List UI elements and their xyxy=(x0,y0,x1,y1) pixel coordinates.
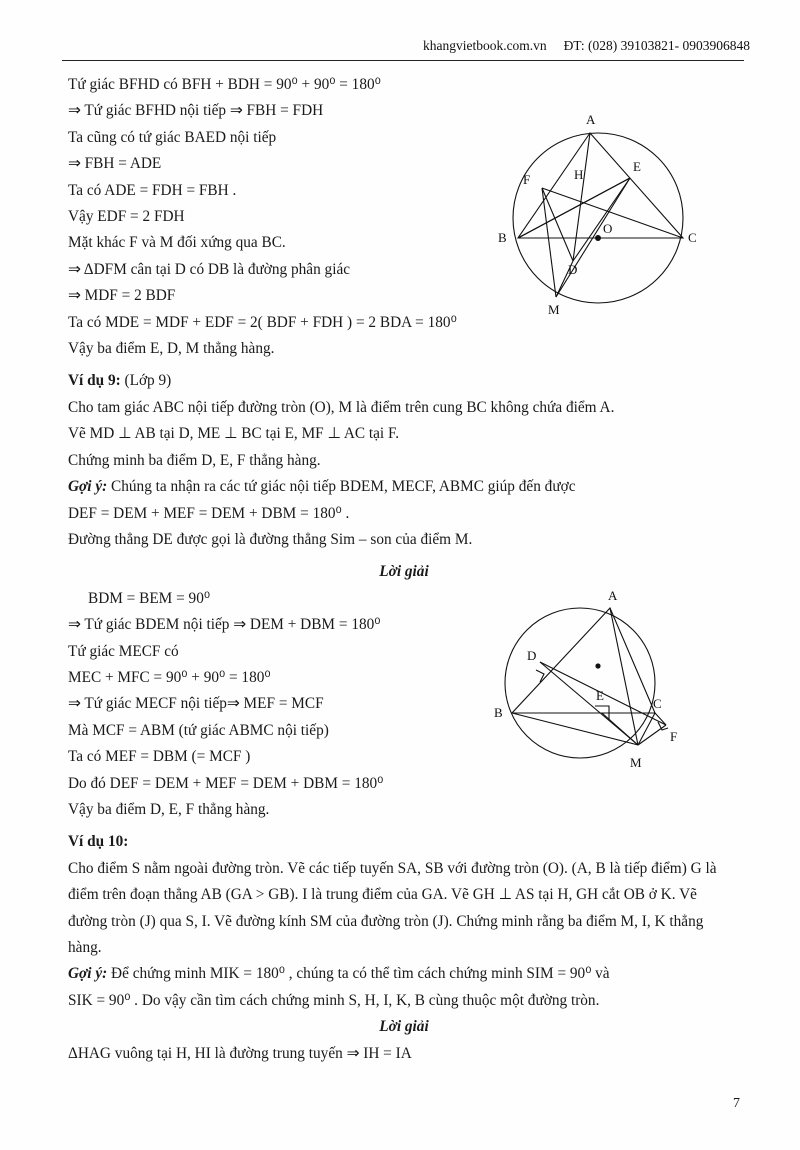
solution-label: Lời giải xyxy=(379,563,429,581)
hint-text: Chúng ta nhận ra các tứ giác nội tiếp BDEM, MECF, ABMC giúp đến được xyxy=(111,478,576,496)
example9-statement: Cho tam giác ABC nội tiếp đường tròn (O), M là điểm trên cung BC không chứa điểm A. xyxy=(68,398,615,416)
fig2-label-B: B xyxy=(494,705,503,720)
solution-label: Lời giải xyxy=(379,1018,429,1036)
fig1-label-D: D xyxy=(568,262,578,277)
solution-line: Vậy ba điểm D, E, F thẳng hàng. xyxy=(68,800,270,818)
example9-hint-line2: DEF = DEM + MEF = DEM + DBM = 180⁰ . xyxy=(68,504,350,522)
proof-line: Mặt khác F và M đối xứng qua BC. xyxy=(68,234,286,252)
example9-title-note: (Lớp 9) xyxy=(124,372,172,390)
example9-heading xyxy=(68,368,740,394)
hint-text: Để chứng minh MIK = 180⁰ , chúng ta có thể tìm cách chứng minh SIM = 90⁰ và xyxy=(111,965,610,983)
figure-example9-diagram xyxy=(470,578,720,803)
solution-line: ΔHAG vuông tại H, HI là đường trung tuyến ⇒ IH = IA xyxy=(68,1044,412,1062)
figure-example8-diagram xyxy=(470,78,730,333)
solution-line: Do đó DEF = DEM + MEF = DEM + DBM = 180⁰ xyxy=(68,774,384,792)
fig1-label-C: C xyxy=(688,230,697,245)
hint-label: Gợi ý: xyxy=(68,478,108,496)
fig1-label-F: F xyxy=(523,172,531,187)
fig2-label-F: F xyxy=(670,729,678,744)
example9-statement: Chứng minh ba điểm D, E, F thẳng hàng. xyxy=(68,451,321,469)
fig1-label-O: O xyxy=(603,221,613,236)
proof-line: ⇒ Tứ giác BFHD nội tiếp ⇒ FBH = FDH xyxy=(68,102,324,120)
proof-line: Ta có MDE = MDF + EDF = 2( BDF + FDH ) = 2 BDA = 180⁰ xyxy=(68,313,457,331)
example9-title: Ví dụ 9: xyxy=(68,372,121,390)
fig2-label-C: C xyxy=(653,696,662,711)
solution-line: BDM = BEM = 90⁰ xyxy=(88,589,210,607)
proof-line: Vậy EDF = 2 FDH xyxy=(68,208,185,226)
fig1-label-M: M xyxy=(548,302,560,317)
example9-hint xyxy=(68,474,740,500)
proof-line: ⇒ MDF = 2 BDF xyxy=(68,287,176,305)
proof-line: ⇒ FBH = ADE xyxy=(68,155,162,173)
hint-label: Gợi ý: xyxy=(68,965,108,983)
solution-line: Ta có MEF = DBM (= MCF ) xyxy=(68,748,251,766)
page-number: 7 xyxy=(733,1096,740,1111)
fig1-label-E: E xyxy=(633,159,641,174)
fig2-label-A: A xyxy=(608,588,618,603)
point-center xyxy=(595,663,600,668)
example10-title: Ví dụ 10: xyxy=(68,833,129,851)
header-site: khangvietbook.com.vn xyxy=(422,38,547,53)
example10-statement: Cho điểm S nằm ngoài đường tròn. Vẽ các tiếp tuyến SA, SB với đường tròn (O). (A, B là tiếp điểm) G là điểm trên đoạn thẳng AB (GA > GB). I là trung điểm của GA. Vẽ GH ⊥ AS tại H, GH cắt OB ở K. Vẽ đường tròn (J) qua S, I. Vẽ đường kính SM của đường tròn (J). Chứng minh rằng ba điểm M, I, K thẳng hàng. xyxy=(68,859,717,956)
example10-hint xyxy=(68,961,740,987)
proof-line: ⇒ ΔDFM cân tại D có DB là đường phân giác xyxy=(68,260,351,278)
fig2-label-E: E xyxy=(596,688,604,703)
solution-line: ⇒ Tứ giác BDEM nội tiếp ⇒ DEM + DBM = 180⁰ xyxy=(68,616,381,634)
example9-statement: Vẽ MD ⊥ AB tại D, ME ⊥ BC tại E, MF ⊥ AC tại F. xyxy=(68,425,400,443)
page-header xyxy=(60,38,750,54)
solution-line: ⇒ Tứ giác MECF nội tiếp⇒ MEF = MCF xyxy=(68,695,324,713)
example9-hint-line3: Đường thẳng DE được gọi là đường thẳng Sim – son của điểm M. xyxy=(68,530,473,548)
proof-line: Ta có ADE = FDH = FBH . xyxy=(68,181,237,199)
solution-line: Tứ giác MECF có xyxy=(68,642,179,660)
proof-line: Ta cũng có tứ giác BAED nội tiếp xyxy=(68,128,277,146)
point-O xyxy=(595,235,601,241)
fig1-label-B: B xyxy=(498,230,507,245)
proof-line: Vậy ba điểm E, D, M thẳng hàng. xyxy=(68,340,275,358)
header-divider xyxy=(62,60,744,61)
example10-hint-2: SIK = 90⁰ . Do vậy cần tìm cách chứng minh S, H, I, K, B cùng thuộc một đường tròn. xyxy=(68,991,600,1009)
fig1-label-A: A xyxy=(586,112,596,127)
fig1-label-H: H xyxy=(574,167,584,182)
proof-line: Tứ giác BFHD có BFH + BDH = 90⁰ + 90⁰ = 180⁰ xyxy=(68,76,381,93)
solution-line: Mà MCF = ABM (tứ giác ABMC nội tiếp) xyxy=(68,721,329,739)
header-phone: ĐT: (028) 39103821- 0903906848 xyxy=(563,38,750,53)
fig2-label-M: M xyxy=(630,755,642,770)
fig2-label-D: D xyxy=(527,648,537,663)
solution-line: MEC + MFC = 90⁰ + 90⁰ = 180⁰ xyxy=(68,668,271,686)
